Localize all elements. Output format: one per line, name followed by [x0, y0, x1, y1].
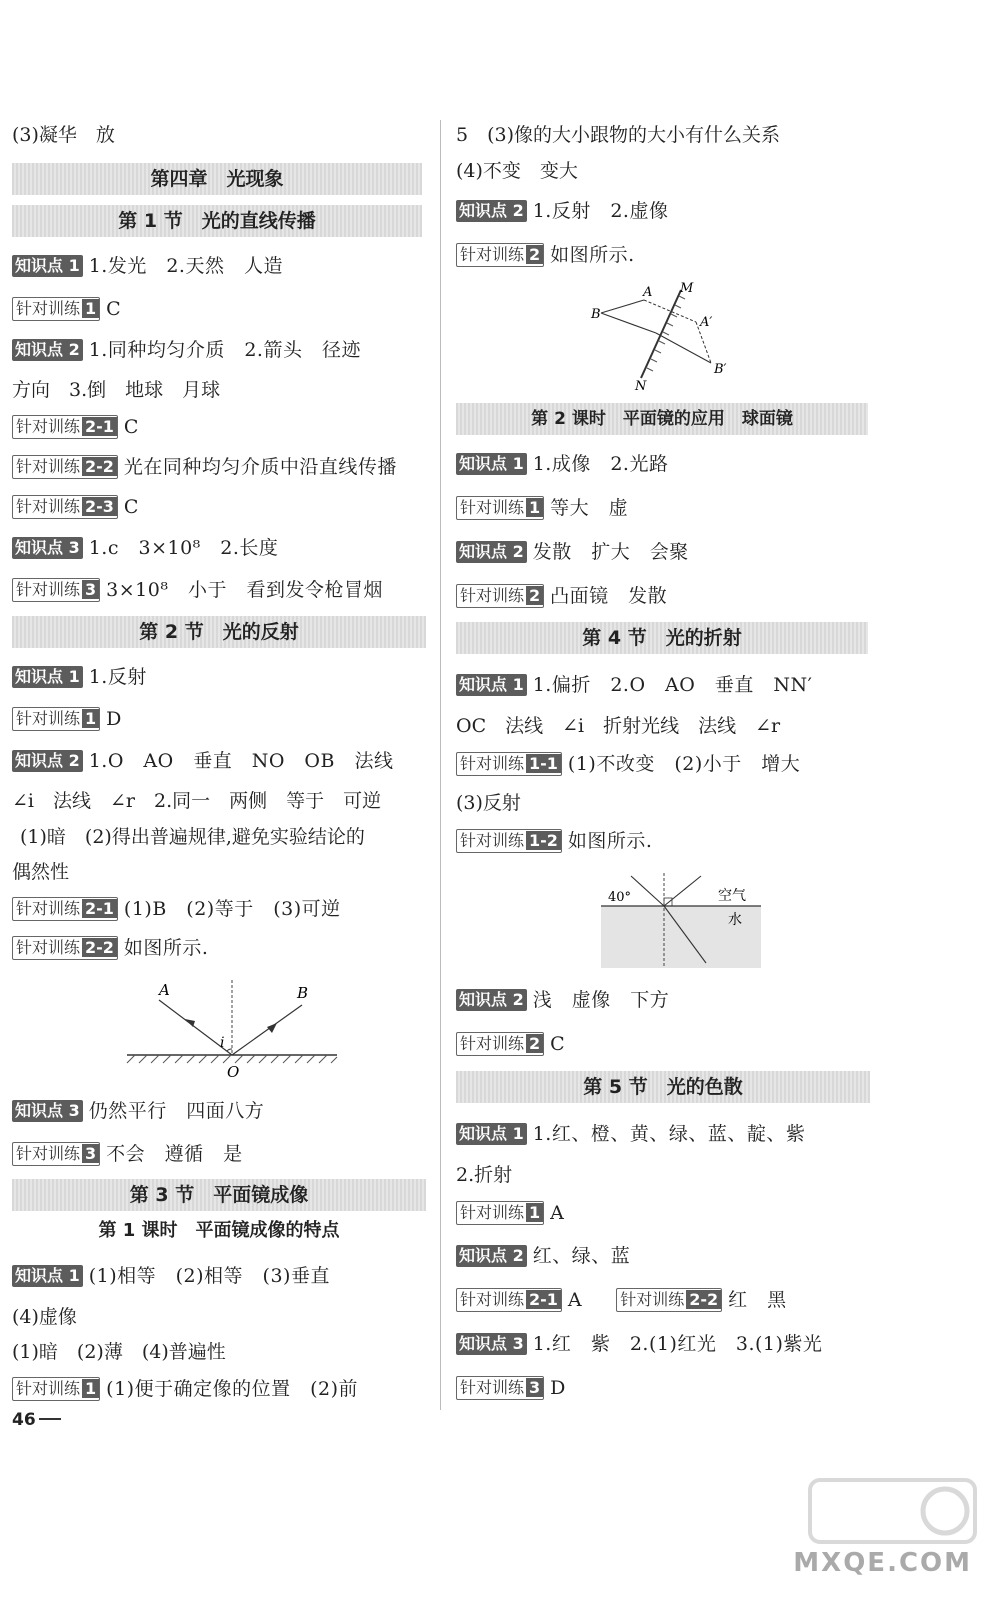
knowledge-tag: 知识点 1	[456, 674, 527, 696]
answer-text: 1.红、橙、黄、绿、蓝、靛、紫	[532, 1123, 806, 1145]
answer-text: 1.红 紫 2.(1)红光 3.(1)紫光	[532, 1333, 823, 1355]
answer-row	[12, 706, 122, 732]
answer-row	[456, 198, 668, 224]
page-number: 46	[12, 1410, 61, 1430]
knowledge-tag: 知识点 2	[456, 200, 527, 222]
training-tag: 针对训练 2-2	[616, 1288, 722, 1312]
answer-text: 凸面镜 发散	[550, 585, 668, 607]
training-tag: 针对训练 2-1	[12, 897, 118, 921]
knowledge-tag: 知识点 2	[456, 1245, 527, 1267]
answer-text: A	[550, 1202, 565, 1224]
label-n: N	[635, 379, 647, 393]
knowledge-tag: 知识点 3	[12, 537, 83, 559]
training-tag: 针对训练 2-2	[12, 455, 118, 479]
answer-text: C	[550, 1033, 566, 1055]
knowledge-tag: 知识点 1	[456, 1123, 527, 1145]
answer-row	[456, 242, 635, 268]
section-title: 第 1 节 光的直线传播	[12, 205, 422, 237]
text-line: 5 (3)像的大小跟物的大小有什么关系	[456, 124, 781, 146]
chapter-title: 第四章 光现象	[12, 163, 422, 195]
mirror-image-diagram	[586, 278, 766, 393]
knowledge-tag: 知识点 1	[12, 255, 83, 277]
answer-text: 红 黑	[728, 1289, 787, 1311]
training-tag: 针对训练 1	[12, 297, 100, 321]
knowledge-tag: 知识点 3	[456, 1333, 527, 1355]
answer-row	[12, 577, 383, 603]
answer-text: 仍然平行 四面八方	[88, 1100, 265, 1122]
answer-text: 红、绿、蓝	[532, 1245, 631, 1267]
training-tag: 针对训练 3	[12, 1142, 100, 1166]
answer-text: 1.O AO 垂直 NO OB 法线	[88, 750, 394, 772]
answer-row	[456, 828, 652, 854]
training-tag: 针对训练 2	[456, 243, 544, 267]
answer-row	[456, 451, 668, 477]
answer-row	[12, 1376, 358, 1402]
training-tag: 针对训练 2-2	[12, 936, 118, 960]
answer-row	[456, 1375, 566, 1401]
answer-text: 1.反射 2.虚像	[532, 200, 669, 222]
knowledge-tag: 知识点 2	[456, 989, 527, 1011]
knowledge-tag: 知识点 2	[12, 339, 83, 361]
section-title: 第 2 节 光的反射	[12, 616, 426, 648]
answer-row	[12, 337, 361, 363]
answer-row	[12, 1263, 330, 1289]
section-title: 第 5 节 光的色散	[456, 1071, 870, 1103]
knowledge-tag: 知识点 1	[12, 666, 83, 688]
training-tag: 针对训练 2-1	[12, 415, 118, 439]
answer-text: 等大 虚	[550, 497, 629, 519]
training-tag: 针对训练 2-1	[456, 1288, 562, 1312]
answer-text: (1)B (2)等于 (3)可逆	[123, 898, 341, 920]
answer-row	[456, 1243, 630, 1269]
label-a: A	[159, 981, 170, 999]
answer-row	[12, 414, 139, 440]
answer-row	[12, 296, 121, 322]
section-title: 第 3 节 平面镜成像	[12, 1179, 426, 1211]
answer-row	[12, 535, 278, 561]
answer-row	[456, 1121, 805, 1147]
lesson-title: 第 1 课时 平面镜成像的特点	[98, 1220, 340, 1241]
label-m: M	[680, 281, 694, 296]
answer-row	[12, 1098, 264, 1124]
answer-text: 1.反射	[88, 666, 147, 688]
text-line: (1)暗 (2)得出普遍规律,避免实验结论的	[20, 826, 365, 848]
answer-row	[12, 1141, 243, 1167]
training-tag: 针对训练 1	[456, 1201, 544, 1225]
training-tag: 针对训练 3	[456, 1376, 544, 1400]
refraction-diagram	[596, 868, 766, 970]
answer-text: (1)便于确定像的位置 (2)前	[106, 1378, 358, 1400]
knowledge-tag: 知识点 1	[12, 1265, 83, 1287]
section-title: 第 4 节 光的折射	[456, 622, 868, 654]
air-label: 空气	[718, 888, 746, 904]
answer-text: 如图所示.	[550, 244, 635, 266]
text-line: (4)不变 变大	[456, 160, 578, 182]
answer-row	[12, 253, 283, 279]
answer-text: 1.同种均匀介质 2.箭头 径迹	[88, 339, 361, 361]
training-tag: 针对训练 3	[12, 578, 100, 602]
answer-row	[12, 935, 208, 961]
label-b: B	[297, 984, 309, 1002]
answer-text: C	[123, 496, 139, 518]
answer-text: C	[123, 416, 139, 438]
text-line: ∠i 法线 ∠r 2.同一 两侧 等于 可逆	[12, 790, 382, 812]
knowledge-tag: 知识点 1	[456, 453, 527, 475]
training-tag: 针对训练 2	[456, 584, 544, 608]
answer-row	[456, 1287, 787, 1313]
text-line: 方向 3.倒 地球 月球	[12, 379, 221, 401]
label-a-prime: A′	[700, 315, 713, 330]
label-i: i	[220, 1035, 225, 1051]
answer-text: D	[106, 708, 122, 730]
answer-text: D	[550, 1377, 566, 1399]
answer-row	[12, 748, 393, 774]
answer-text: 光在同种均匀介质中沿直线传播	[123, 456, 397, 478]
answer-row	[456, 495, 628, 521]
training-tag: 针对训练 2	[456, 1032, 544, 1056]
text-line: 2.折射	[456, 1164, 513, 1186]
training-tag: 针对训练 1-1	[456, 752, 562, 776]
text-line: 偶然性	[12, 861, 70, 883]
answer-text: 1.发光 2.天然 人造	[88, 255, 283, 277]
answer-row	[12, 896, 341, 922]
text-line: (3)反射	[456, 792, 521, 814]
answer-text: 1.c 3×10⁸ 2.长度	[88, 537, 279, 559]
training-tag: 针对训练 1	[12, 1377, 100, 1401]
knowledge-tag: 知识点 2	[456, 541, 527, 563]
angle-label: 40°	[608, 890, 632, 905]
answer-text: 1.偏折 2.O AO 垂直 NN′	[532, 674, 813, 696]
knowledge-tag: 知识点 2	[12, 750, 83, 772]
answer-text: 发散 扩大 会聚	[532, 541, 689, 563]
training-tag: 针对训练 1	[12, 707, 100, 731]
answer-row	[12, 494, 139, 520]
answer-text: C	[106, 298, 122, 320]
answer-text: 浅 虚像 下方	[532, 989, 670, 1011]
training-tag: 针对训练 1	[456, 496, 544, 520]
lesson-title: 第 2 课时 平面镜的应用 球面镜	[456, 403, 868, 435]
answer-text: (1)相等 (2)相等 (3)垂直	[88, 1265, 330, 1287]
text-line: OC 法线 ∠i 折射光线 法线 ∠r	[456, 715, 781, 737]
answer-text: 1.成像 2.光路	[532, 453, 669, 475]
answer-text: 如图所示.	[123, 937, 209, 959]
text-line: (3)凝华 放	[12, 124, 115, 146]
answer-text: 如图所示.	[567, 830, 653, 852]
answer-row	[456, 1200, 564, 1226]
answer-row	[12, 664, 147, 690]
label-a: A	[643, 285, 653, 300]
reflection-diagram	[107, 975, 347, 1090]
answer-row	[456, 672, 812, 698]
answer-row	[456, 987, 669, 1013]
answer-row	[456, 1031, 565, 1057]
answer-text: 3×10⁸ 小于 看到发令枪冒烟	[106, 579, 383, 601]
training-tag: 针对训练 2-3	[12, 495, 118, 519]
answer-text: A	[567, 1289, 583, 1311]
knowledge-tag: 知识点 3	[12, 1100, 83, 1122]
answer-row	[456, 1331, 822, 1357]
label-b: B	[591, 307, 601, 322]
answer-row	[456, 583, 667, 609]
answer-row	[456, 751, 800, 777]
answer-row	[12, 454, 397, 480]
water-label: 水	[728, 912, 742, 928]
training-tag: 针对训练 1-2	[456, 829, 562, 853]
label-o: O	[227, 1063, 240, 1081]
label-b-prime: B′	[714, 362, 727, 377]
column-divider	[440, 120, 441, 1410]
text-line: (4)虚像	[12, 1306, 77, 1328]
text-line: (1)暗 (2)薄 (4)普遍性	[12, 1341, 226, 1363]
watermark-text: MXQE.COM	[793, 1548, 972, 1578]
answer-text: 不会 遵循 是	[106, 1143, 243, 1165]
answer-text: (1)不改变 (2)小于 增大	[567, 753, 801, 775]
answer-row	[456, 539, 689, 565]
